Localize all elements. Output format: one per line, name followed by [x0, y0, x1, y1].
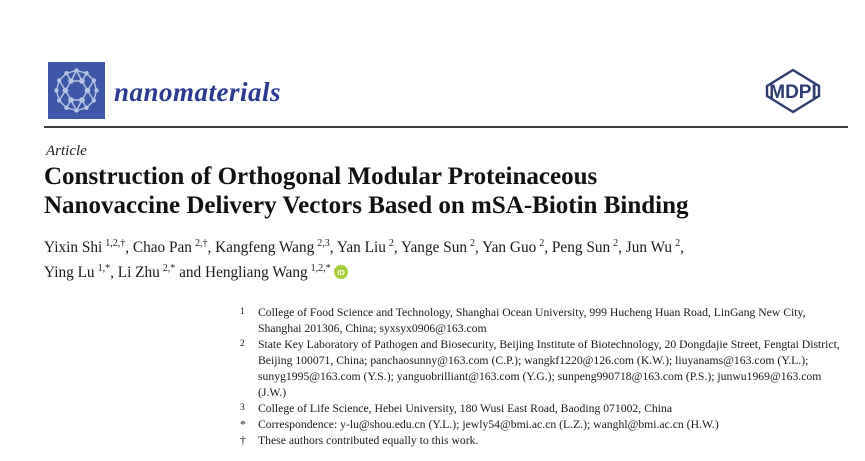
affiliation-marker: †	[240, 434, 246, 447]
authors-line-1	[44, 233, 684, 258]
mdpi-logo-text: MDPI	[769, 82, 817, 103]
affiliation-item	[240, 337, 840, 401]
svg-text:iD: iD	[336, 268, 345, 278]
article-type-label: Article	[46, 143, 87, 159]
orcid-icon[interactable]	[334, 265, 348, 279]
journal-logo	[48, 62, 105, 119]
affiliation-text: College of Life Science, Hebei University, 180 Wusi East Road, Baoding 071002, China	[258, 402, 673, 415]
affiliation-text: College of Food Science and Technology, Shanghai Ocean University, 999 Hucheng Huan Road, LinGang New City, Shanghai 201306, China; syxsyx0906@163.com	[258, 306, 806, 335]
author: Chao Pan $^{2,\dagger}$,	[132, 238, 216, 257]
affiliation-marker: *	[240, 418, 246, 431]
author: Yan Guo $^2$,	[482, 238, 552, 257]
affiliation-item	[240, 305, 840, 337]
affiliation-item-equal-contribution	[240, 433, 840, 449]
header-divider	[44, 126, 848, 128]
author: Peng Sun $^2$,	[551, 238, 626, 257]
affiliation-text: These authors contributed equally to this work.	[258, 434, 479, 447]
author: Kangfeng Wang $^{2,3}$,	[215, 238, 337, 257]
journal-name: nanomaterials	[114, 77, 282, 107]
affiliation-item-correspondence	[240, 417, 840, 433]
authors-line-2	[44, 258, 684, 283]
authors-block	[44, 233, 684, 283]
author: Li Zhu $^{2,*}$ and	[117, 263, 206, 282]
article-title-line1: Construction of Orthogonal Modular Proteinaceous	[44, 163, 598, 190]
author: Hengliang Wang $^{1,2,*}$	[205, 263, 331, 282]
affiliation-text: State Key Laboratory of Pathogen and Biosecurity, Beijing Institute of Biotechnology, 20 Dongdajie Street, Fengtai District, Beijing 100071, China; panchaosunny@163.com (C.P.); wangkf1220@126.com (K.W.); liuyanams@163.com (Y.L.); sunyg1995@163.com (Y.S.); yanguobrilliant@163.com (Y.G.); sunpeng990718@163.com (P.S.); junwu1969@163.com (J.W.)	[258, 338, 840, 399]
author: Yan Liu $^2$,	[336, 238, 401, 257]
article-title-line2: Nanovaccine Delivery Vectors Based on mSA-Biotin Binding	[44, 192, 689, 219]
author: Ying Lu $^{1,*}$,	[44, 263, 118, 282]
author: Yange Sun $^2$,	[401, 238, 483, 257]
affiliation-marker: 3	[240, 403, 245, 413]
author: Yixin Shi $^{1,2,\dagger}$,	[44, 238, 133, 257]
fullerene-molecule-icon	[48, 62, 105, 119]
affiliation-item	[240, 401, 840, 417]
author: Jun Wu $^2$,	[625, 238, 684, 257]
affiliation-marker: 1	[240, 307, 245, 317]
affiliations-block	[240, 305, 840, 449]
article-title	[44, 162, 688, 220]
affiliation-marker: 2	[240, 339, 245, 349]
mdpi-logo	[753, 65, 833, 117]
affiliation-text: Correspondence: y-lu@shou.edu.cn (Y.L.); jewly54@bmi.ac.cn (L.Z.); wanghl@bmi.ac.cn (H.W.)	[258, 418, 719, 431]
